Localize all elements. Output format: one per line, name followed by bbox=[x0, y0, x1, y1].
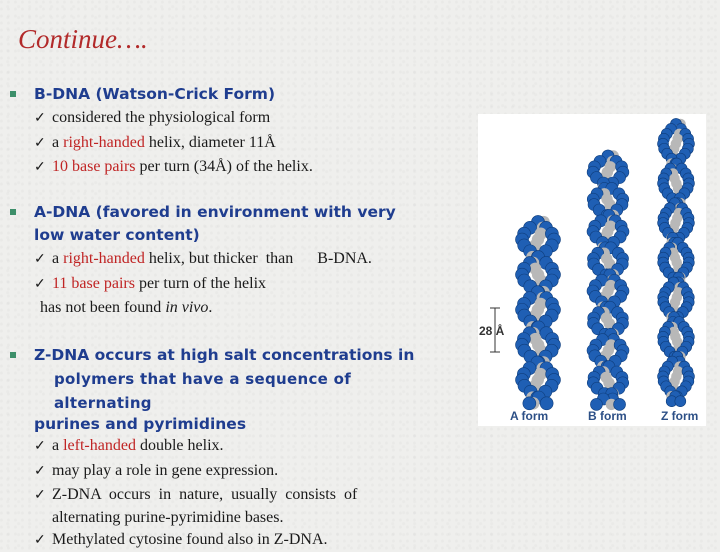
list-item: ✓ Methylated cytosine found also in Z-DNA. bbox=[34, 528, 470, 552]
list-item: ✓ considered the physiological form bbox=[34, 106, 470, 131]
list-item: ✓ a right-handed helix, diameter 11Å bbox=[34, 131, 470, 156]
b-form-helix bbox=[587, 150, 629, 410]
z-form-helix bbox=[658, 119, 695, 407]
list-item: ✓ 11 base pairs per turn of the helix bbox=[34, 272, 470, 297]
a-form-label: A form bbox=[510, 409, 548, 423]
list-item-continuation: alternating purine-pyrimidine bases. bbox=[34, 508, 470, 528]
check-icon: ✓ bbox=[34, 248, 52, 272]
a-form-helix bbox=[516, 216, 561, 410]
check-icon: ✓ bbox=[34, 484, 52, 508]
section-z-dna bbox=[0, 344, 470, 552]
list-item: ✓ a left-handed double helix. bbox=[34, 434, 470, 459]
scale-label: 28 Å bbox=[479, 323, 505, 338]
dna-forms-figure bbox=[478, 114, 706, 426]
list-item: ✓ a right-handed helix, but thicker than B-DNA. bbox=[34, 247, 470, 272]
section-heading: B-DNA (Watson-Crick Form) bbox=[34, 83, 470, 106]
check-icon: ✓ bbox=[34, 460, 52, 484]
list-item: ✓ 10 base pairs per turn (34Å) of the helix. bbox=[34, 155, 470, 180]
check-icon: ✓ bbox=[34, 273, 52, 297]
z-form-label: Z form bbox=[661, 409, 698, 423]
list-item: ✓ may play a role in gene expression. bbox=[34, 459, 470, 484]
section-heading: low water content) bbox=[34, 224, 470, 247]
check-icon: ✓ bbox=[34, 132, 52, 156]
bullet-square bbox=[10, 352, 16, 358]
check-icon: ✓ bbox=[34, 107, 52, 131]
section-heading: A-DNA (favored in environment with very bbox=[34, 201, 470, 224]
section-heading: purines and pyrimidines bbox=[34, 415, 452, 434]
list-item: ✓ Z-DNA occurs in nature, usually consists of bbox=[34, 483, 470, 508]
backbone-atom bbox=[523, 397, 536, 410]
section-heading: polymers that have a sequence of alternating bbox=[34, 367, 452, 415]
backbone-atom bbox=[675, 396, 686, 407]
bullet-square bbox=[10, 91, 16, 97]
bullet-square bbox=[10, 209, 16, 215]
backbone-atom bbox=[540, 397, 553, 410]
dna-helix-illustration bbox=[478, 114, 706, 426]
check-icon: ✓ bbox=[34, 529, 52, 552]
check-icon: ✓ bbox=[34, 435, 52, 459]
check-icon: ✓ bbox=[34, 156, 52, 180]
section-a-dna bbox=[0, 201, 470, 320]
b-form-label: B form bbox=[588, 409, 627, 423]
page-title: Continue…. bbox=[18, 24, 148, 55]
section-b-dna bbox=[0, 83, 470, 180]
list-item-continuation: has not been found in vivo. bbox=[34, 296, 470, 320]
section-heading: Z-DNA occurs at high salt concentrations in bbox=[34, 344, 452, 367]
